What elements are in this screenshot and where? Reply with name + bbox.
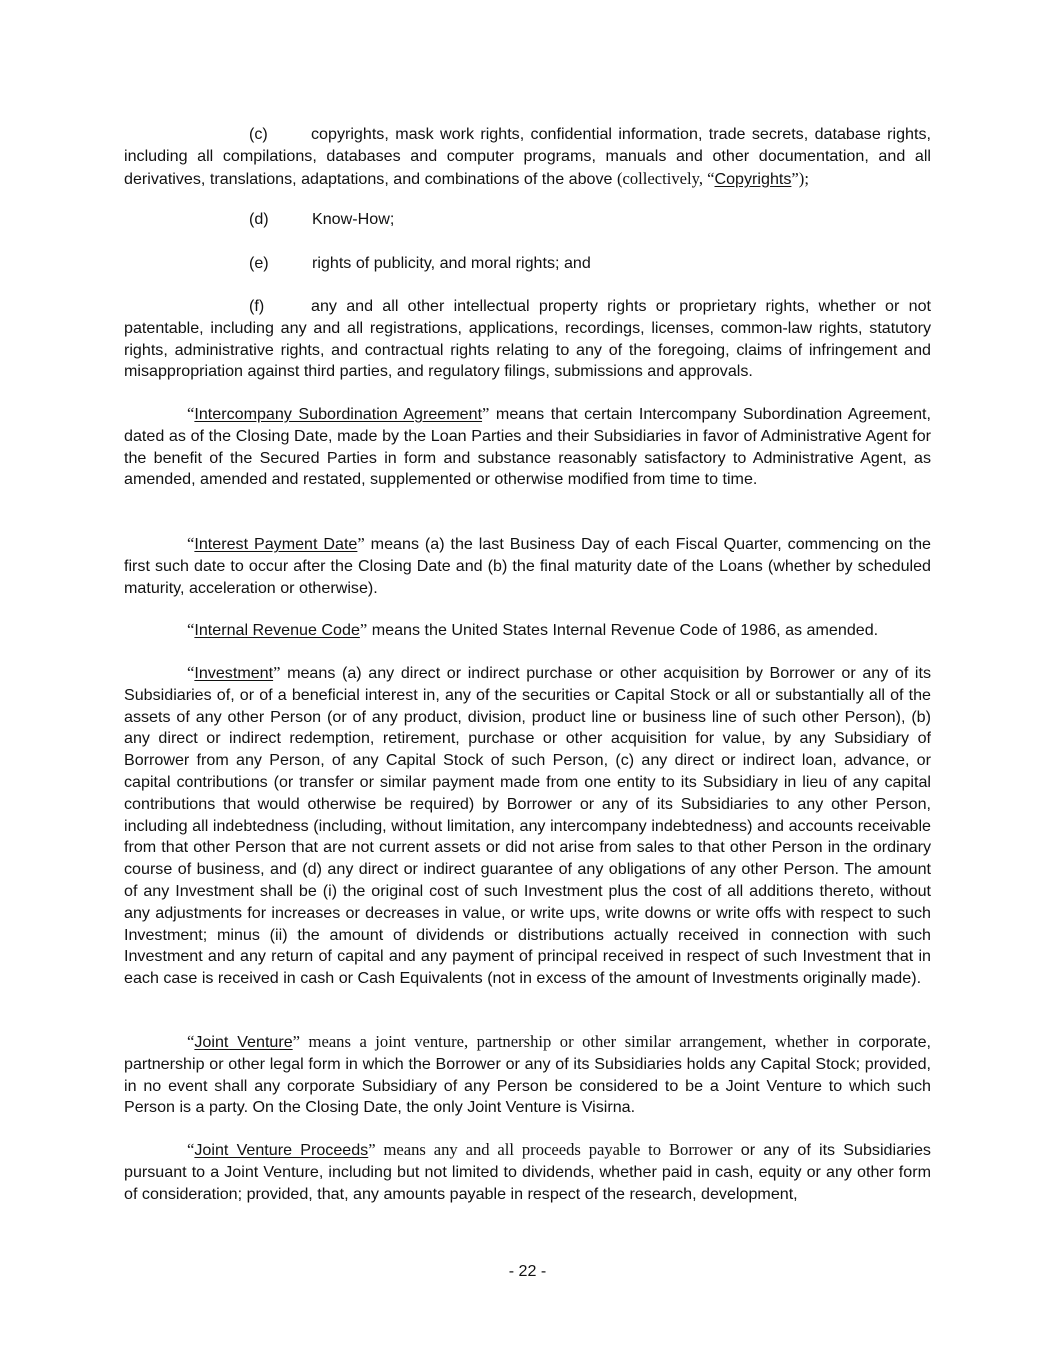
definition-interest-payment-date xyxy=(124,533,931,599)
clause-c-text: copyrights, mask work rights, confidential information, trade secrets, database rights, including all compilations, databases and computer programs, manuals and other documentation, and all derivatives, translations, adaptations, and combinations of the above xyxy=(124,125,931,188)
page-number: - 22 - xyxy=(508,1262,547,1280)
clause-e xyxy=(249,253,931,275)
clause-d xyxy=(249,209,931,231)
close-quote: ” xyxy=(292,1032,301,1051)
definition-intercompany-subordination-agreement xyxy=(124,403,931,491)
clause-d-label: (d) xyxy=(249,210,269,228)
open-quote: “ xyxy=(187,534,195,553)
clause-e-text: rights of publicity, and moral rights; and xyxy=(312,254,591,272)
clause-c-label: (c) xyxy=(249,125,268,143)
definition-body-serif: means a joint venture, partnership or other similar arrangement, whether in xyxy=(300,1032,850,1051)
close-quote: ” xyxy=(359,620,368,639)
clause-f-text: any and all other intellectual property rights or proprietary rights, whether or not patentable, including any and all registrations, applications, recordings, licenses, common-law rights, statutory rights, administrative rights, and contractual rights relating to any of the foregoing, claims of infringement and misappropriation against third parties, and regulatory filings, submissions and approvals. xyxy=(124,297,931,381)
definition-body: means that certain Intercompany Subordination Agreement, dated as of the Closing Date, made by the Loan Parties and their Subsidiaries in favor of Administrative Agent for the benefit of the Secured Parties in form and substance reasonably satisfactory to Administrative Agent, as amended, amended and restated, supplemented or otherwise modified from time to time. xyxy=(124,405,932,489)
term-internal-revenue-code: Internal Revenue Code xyxy=(194,621,360,639)
clause-f-label: (f) xyxy=(249,297,265,315)
definition-body: means (a) any direct or indirect purchase or other acquisition by Borrower or any of its Subsidiaries of, or of a beneficial interest in, any of the securities or Capital Stock or all or substantially all of the assets of any other Person (or of any product, division, product line or business line of such other Person), (b) any direct or indirect redemption, retirement, purchase or other acquisition for value, by any Subsidiary of Borrower from any Person, of any Capital Stock of such Person, (c) any direct or indirect loan, advance, or capital contributions (or transfer or similar payment made from one entity to its Subsidiary in lieu of any capital contributions that would otherwise be required) by Borrower or any of its Subsidiaries to any other Person, including all indebtedness (including, without limitation, any intercompany indebtedness) and accounts receivable from that other Person that are not current assets or did not arise from sales to that other Person in the ordinary course of business, and (d) any direct or indirect guarantee of any obligations of any other Person. The amount of any Investment shall be (i) the original cost of such Investment plus the cost of all additions thereto, without any adjustments for increases or decreases in value, or write ups, write downs or write offs with respect to such Investment; minus (ii) the amount of dividends or distributions actually received in connection with such Investment and any return of capital and any payment of principal received in respect of such Investment that in each case is received in cash or Cash Equivalents (not in excess of the amount of Investments originally made). xyxy=(124,664,931,988)
clause-c-close: ”); xyxy=(791,168,809,188)
definition-body: means (a) the last Business Day of each Fiscal Quarter, commencing on the first such date to occur after the Closing Date and (b) the final maturity date of the Loans (whether by scheduled maturity, acceleration or otherwise). xyxy=(124,535,931,597)
term-copyrights: Copyrights xyxy=(714,169,792,188)
clause-c xyxy=(124,124,931,190)
open-quote: “ xyxy=(187,1032,195,1051)
close-quote: ” xyxy=(368,1140,376,1159)
definition-body-serif: means any and all proceeds payable to Borrower xyxy=(375,1140,733,1159)
open-quote: “ xyxy=(187,663,195,682)
term-interest-payment-date: Interest Payment Date xyxy=(194,535,358,553)
clause-f xyxy=(124,296,931,383)
term-joint-venture: Joint Venture xyxy=(194,1033,293,1051)
definition-joint-venture-proceeds xyxy=(124,1139,931,1205)
term-joint-venture-proceeds: Joint Venture Proceeds xyxy=(194,1141,369,1159)
definition-investment xyxy=(124,662,931,990)
term-investment: Investment xyxy=(194,664,274,682)
close-quote: ” xyxy=(273,663,281,682)
open-quote: “ xyxy=(187,404,195,423)
definition-joint-venture xyxy=(124,1031,931,1119)
open-quote: “ xyxy=(187,1140,195,1159)
definition-body: corporate, partnership or other legal form in which the Borrower or any of its Subsidiaries holds any Capital Stock; provided, in no event shall any corporate Subsidiary of any Person be considered to be a Joint Venture to which such Person is a party. On the Closing Date, the only Joint Venture is Visirna. xyxy=(124,1033,931,1117)
close-quote: ” xyxy=(482,404,490,423)
definition-body: or any of its Subsidiaries pursuant to a Joint Venture, including but not limited to dividends, whether paid in cash, equity or any other form of consideration; provided, that, any amounts payable in respect of the research, development, xyxy=(124,1141,931,1203)
definition-body: means the United States Internal Revenue Code of 1986, as amended. xyxy=(367,621,879,639)
open-quote: “ xyxy=(187,620,195,639)
clause-e-label: (e) xyxy=(249,254,269,272)
term-intercompany-subordination-agreement: Intercompany Subordination Agreement xyxy=(194,405,483,423)
clause-c-collectively: (collectively, “ xyxy=(616,168,715,188)
definition-internal-revenue-code xyxy=(124,619,931,642)
clause-d-text: Know-How; xyxy=(312,210,395,228)
close-quote: ” xyxy=(357,534,365,553)
